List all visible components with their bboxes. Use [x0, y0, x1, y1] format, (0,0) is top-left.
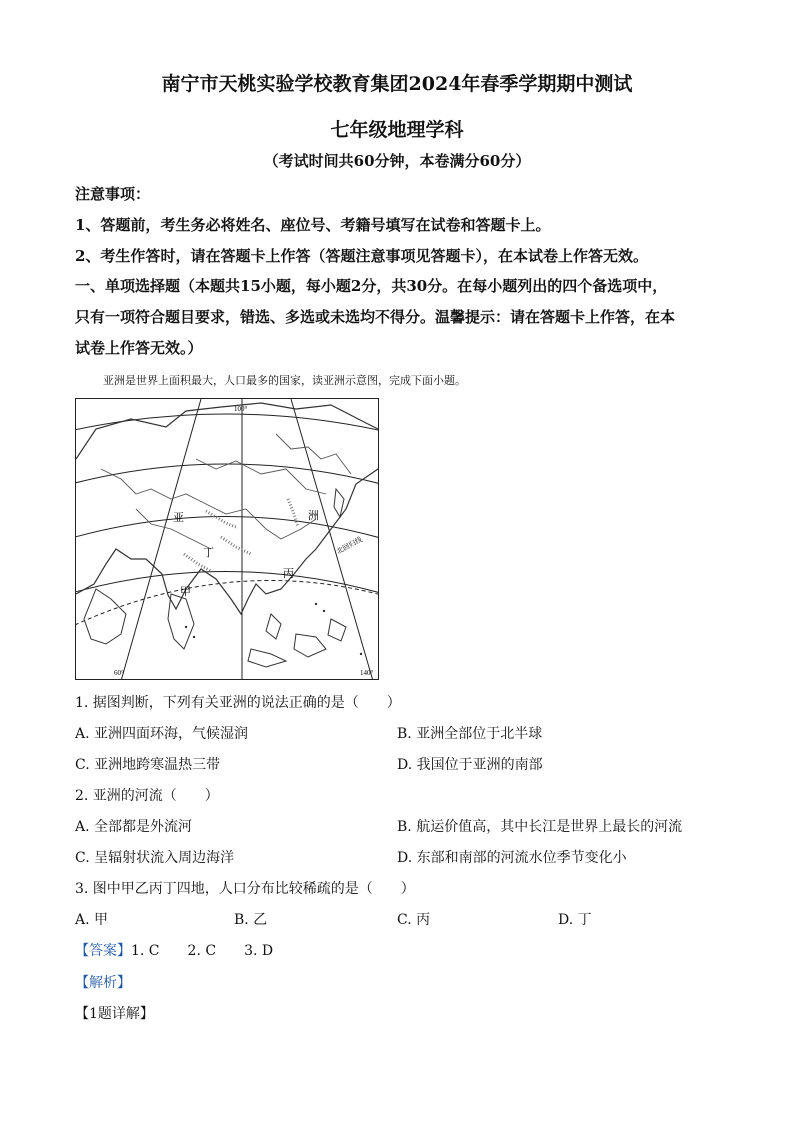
- map-label-60: 60°: [114, 669, 124, 677]
- north-coast: [76, 403, 378, 459]
- mountain-range-4: [221, 537, 251, 554]
- island-dot: [323, 610, 325, 612]
- island-dot: [193, 636, 195, 638]
- map-label-jia: 甲: [180, 586, 191, 598]
- map-label-ya: 亚: [173, 512, 184, 524]
- asia-map-svg: [76, 399, 378, 679]
- island-dot: [185, 626, 187, 628]
- latitude-line-4: [76, 572, 378, 605]
- section-line-2: 只有一项符合题目要求，错选、多选或未选均不得分。温馨提示：请在答题卡上作答，在本: [75, 308, 676, 326]
- question-1-option-a[interactable]: A. 亚洲四面环海，气候湿润: [75, 726, 249, 742]
- page-subtitle: 七年级地理学科: [330, 119, 464, 141]
- question-3-option-c[interactable]: C. 丙: [397, 912, 431, 928]
- asia-map: [75, 398, 379, 680]
- map-label-140: 140°: [360, 669, 374, 677]
- mountain-range-1: [206, 511, 236, 527]
- question-2-option-b[interactable]: B. 航运价值高，其中长江是世界上最长的河流: [397, 819, 683, 835]
- latitude-line-1: [76, 414, 378, 439]
- analysis-tag: 【解析】: [75, 975, 131, 991]
- question-2-option-d[interactable]: D. 东部和南部的河流水位季节变化小: [397, 850, 627, 866]
- notice-item-1: 1、答题前，考生务必将姓名、座位号、考籍号填写在试卷和答题卡上。: [75, 216, 551, 234]
- section-line-1: 一、单项选择题（本题共15小题，每小题2分，共30分。在每小题列出的四个备选项中，: [75, 277, 668, 295]
- question-2-stem: 2. 亚洲的河流（ ）: [75, 788, 219, 804]
- mountain-range-3: [288, 499, 298, 527]
- inner-border-1: [101, 469, 316, 539]
- question-1-stem: 1. 据图判断，下列有关亚洲的说法正确的是（ ）: [75, 695, 401, 711]
- map-label-bing: 丙: [283, 568, 294, 580]
- question-2-option-c[interactable]: C. 呈辐射状流入周边海洋: [75, 850, 235, 866]
- question-3-option-b[interactable]: B. 乙: [234, 912, 268, 928]
- answer-3: 3. D: [244, 943, 274, 959]
- map-label-tropic: 北回归线: [335, 535, 364, 556]
- island-3: [328, 619, 346, 641]
- notice-item-2: 2、考生作答时，请在答题卡上作答（答题注意事项见答题卡），在本试卷上作答无效。: [75, 247, 648, 265]
- answer-2: 2. C: [187, 943, 217, 959]
- answer-line: [75, 940, 273, 960]
- exam-note: （考试时间共60分钟，本卷满分60分）: [263, 152, 531, 170]
- notice-heading: 注意事项：: [75, 185, 151, 203]
- map-label-ding: 丁: [203, 547, 214, 559]
- answer-tag: 【答案】: [75, 943, 131, 959]
- map-label-zhou: 洲: [308, 510, 319, 522]
- question-1-option-d[interactable]: D. 我国位于亚洲的南部: [397, 757, 543, 773]
- question-1-option-b[interactable]: B. 亚洲全部位于北半球: [397, 726, 543, 742]
- island-1: [266, 614, 281, 639]
- island-dot: [360, 653, 362, 655]
- question-1-option-c[interactable]: C. 亚洲地跨寒温热三带: [75, 757, 221, 773]
- question-2-option-a[interactable]: A. 全部都是外流河: [75, 819, 193, 835]
- question-3-stem: 3. 图中甲乙丙丁四地，人口分布比较稀疏的是（ ）: [75, 881, 415, 897]
- arabian-peninsula: [84, 589, 126, 644]
- question-3-option-d[interactable]: D. 丁: [558, 912, 592, 928]
- island-4: [248, 649, 286, 667]
- section-line-3: 试卷上作答无效。）: [75, 339, 203, 357]
- answer-1: 1. C: [131, 943, 160, 959]
- question-intro: 亚洲是世界上面积最大，人口最多的国家，读亚洲示意图，完成下面小题。: [103, 374, 466, 387]
- island-2: [294, 634, 326, 657]
- analysis-detail-tag: 【1题详解】: [75, 1006, 154, 1022]
- page-title: 南宁市天桃实验学校教育集团2024年春季学期期中测试: [161, 73, 633, 95]
- inner-border-4: [276, 434, 351, 474]
- question-3-option-a[interactable]: A. 甲: [75, 912, 109, 928]
- island-dot: [315, 603, 317, 605]
- tropic-of-cancer-line: [76, 580, 378, 634]
- map-label-100: 100°: [234, 405, 248, 413]
